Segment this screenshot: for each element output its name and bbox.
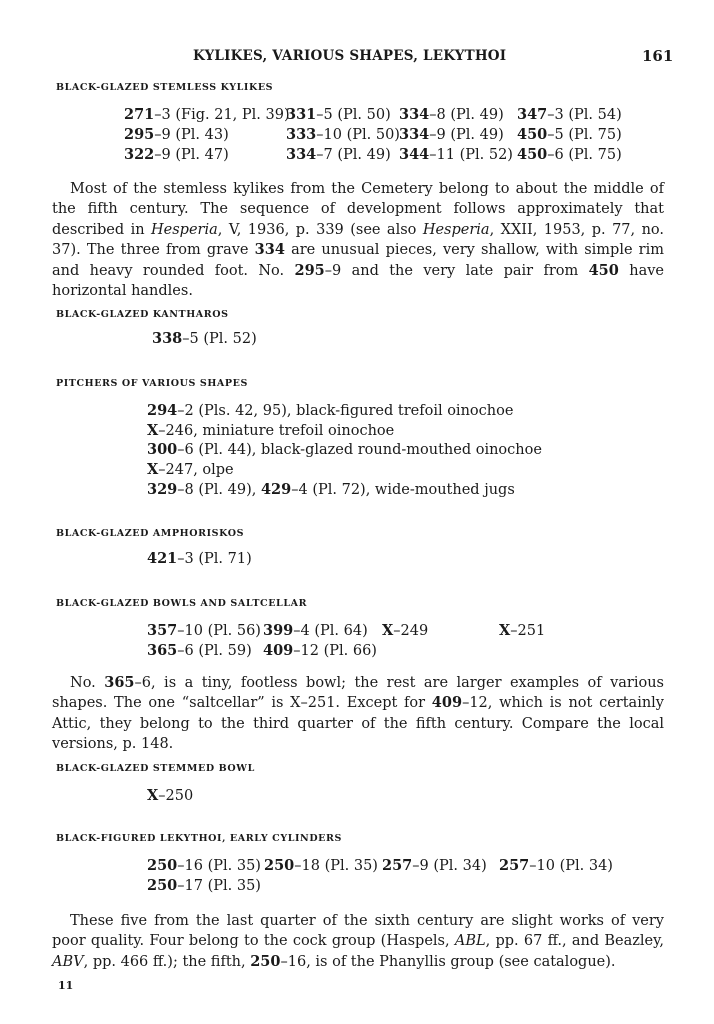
list-item: 300–6 (Pl. 44), black-glazed round-mouthed oinochoe xyxy=(147,441,542,458)
table-cell: 409–12 (Pl. 66) xyxy=(263,642,377,659)
table-row xyxy=(0,622,714,642)
table-row xyxy=(0,857,714,877)
paragraph-lekythoi: These five from the last quarter of the sixth century are slight works of very poor quality. Four belong to the cock group (Haspels, ABL, pp. 67 ff., and Beazley, ABV, pp. 466 ff.); the fifth, 250–16, is of the Phanyllis group (see catalogue). xyxy=(52,913,664,970)
table-row xyxy=(0,146,714,166)
section-title-stemless-kylikes: BLACK-GLAZED STEMLESS KYLIKES xyxy=(56,82,274,93)
table-cell: 257–9 (Pl. 34) xyxy=(382,857,487,874)
list-item: 329–8 (Pl. 49), 429–4 (Pl. 72), wide-mouthed jugs xyxy=(147,481,515,498)
table-cell: 271–3 (Fig. 21, Pl. 39) xyxy=(124,106,290,123)
list-item: 338–5 (Pl. 52) xyxy=(152,330,257,347)
table-cell: 250–16 (Pl. 35) xyxy=(147,857,261,874)
section-title-amphoriskos: BLACK-GLAZED AMPHORISKOS xyxy=(56,528,245,539)
table-cell: 344–11 (Pl. 52) xyxy=(399,146,513,163)
section-title-lekythoi: BLACK-FIGURED LEKYTHOI, EARLY CYLINDERS xyxy=(56,833,342,844)
table-cell: X–251 xyxy=(499,622,546,639)
table-cell: 250–17 (Pl. 35) xyxy=(147,877,261,894)
table-cell: 334–7 (Pl. 49) xyxy=(286,146,391,163)
table-cell: 334–8 (Pl. 49) xyxy=(399,106,504,123)
table-row xyxy=(0,126,714,146)
list-item: X–250 xyxy=(147,787,194,804)
paragraph-stemless-kylikes: Most of the stemless kylikes from the Cemetery belong to about the middle of the fifth century. The sequence of development follows approximately that described in Hesperia, V, 1936, p. 339 (see also Hesperia, XXII, 1953, p. 77, no. 37). The three from grave 334 are unusual pieces, very shallow, with simple rim and heavy rounded foot. No. 295–9 and the very late pair from 450 have horizontal handles. xyxy=(52,181,665,300)
paragraph-bowls: No. 365–6, is a tiny, footless bowl; the rest are larger examples of various shapes. The one “saltcellar” is X–251. Except for 409–12, which is not certainly Attic, they belong to the third quarter of the fifth century. Compare the local versions, p. 148. xyxy=(52,674,664,753)
table-cell: 322–9 (Pl. 47) xyxy=(124,146,229,163)
table-cell: X–249 xyxy=(382,622,429,639)
section-title-stemmed-bowl: BLACK-GLAZED STEMMED BOWL xyxy=(56,763,255,774)
table-cell: 250–18 (Pl. 35) xyxy=(264,857,378,874)
table-cell: 399–4 (Pl. 64) xyxy=(263,622,368,639)
table-cell: 295–9 (Pl. 43) xyxy=(124,126,229,143)
list-item: 421–3 (Pl. 71) xyxy=(147,550,252,567)
table-cell: 347–3 (Pl. 54) xyxy=(517,106,622,123)
section-title-kantharos: BLACK-GLAZED KANTHAROS xyxy=(56,309,229,320)
table-cell: 334–9 (Pl. 49) xyxy=(399,126,504,143)
page-number: 161 xyxy=(642,47,674,65)
table-cell: 450–5 (Pl. 75) xyxy=(517,126,622,143)
table-cell: 333–10 (Pl. 50) xyxy=(286,126,400,143)
list-item: X–246, miniature trefoil oinochoe xyxy=(147,422,395,439)
list-item: 294–2 (Pls. 42, 95), black-figured trefoil oinochoe xyxy=(147,402,514,419)
signature-mark: 11 xyxy=(58,979,74,992)
table-cell: 450–6 (Pl. 75) xyxy=(517,146,622,163)
table-row xyxy=(0,106,714,126)
running-head-title: KYLIKES, VARIOUS SHAPES, LEKYTHOI xyxy=(193,48,507,64)
table-cell: 357–10 (Pl. 56) xyxy=(147,622,261,639)
section-title-pitchers: PITCHERS OF VARIOUS SHAPES xyxy=(56,378,248,389)
table-cell: 257–10 (Pl. 34) xyxy=(499,857,613,874)
table-cell: 331–5 (Pl. 50) xyxy=(286,106,391,123)
section-title-bowls: BLACK-GLAZED BOWLS AND SALTCELLAR xyxy=(56,598,308,609)
table-row xyxy=(0,642,714,662)
table-cell: 365–6 (Pl. 59) xyxy=(147,642,252,659)
table-row xyxy=(0,877,714,897)
list-item: X–247, olpe xyxy=(147,461,234,478)
running-head xyxy=(0,48,714,68)
